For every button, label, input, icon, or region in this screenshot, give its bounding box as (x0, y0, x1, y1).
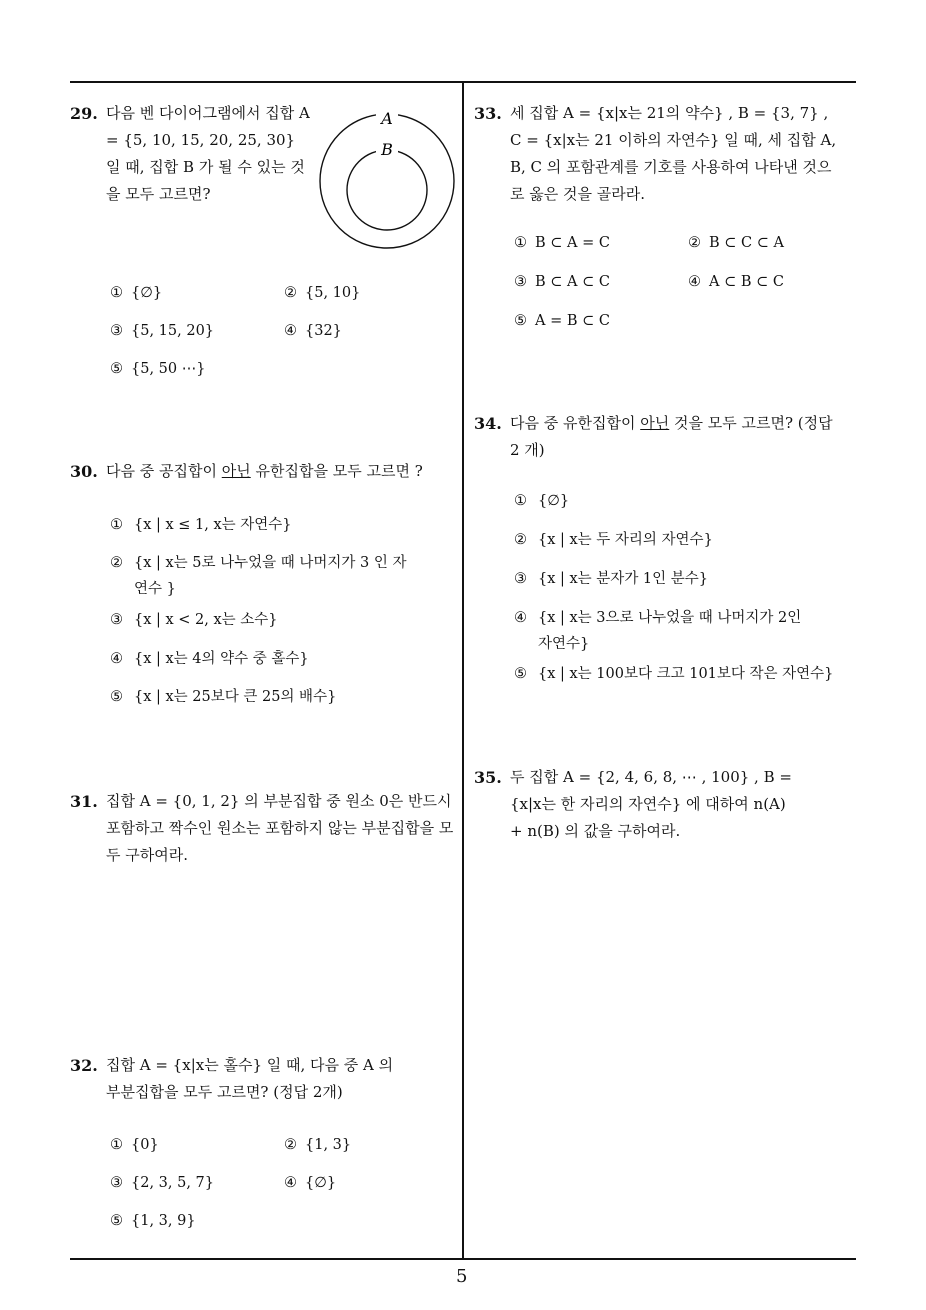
option-5[interactable]: ⑤ {5, 50 ⋯} (110, 361, 206, 377)
option-1[interactable]: ① {x | x ≤ 1, x는 자연수} (110, 517, 292, 533)
question-number: 31. (70, 792, 98, 811)
option-5[interactable]: ⑤ {x | x는 25보다 큰 25의 배수} (110, 689, 337, 705)
question-29 (70, 100, 310, 208)
option-2[interactable]: ② {5, 10} (284, 285, 361, 301)
venn-label-b: B (381, 140, 393, 159)
venn-diagram (318, 102, 458, 250)
option-2[interactable]: ② {x | x는 두 자리의 자연수} (514, 532, 713, 548)
option-2[interactable]: ② B ⊂ C ⊂ A (688, 235, 784, 251)
option-4[interactable]: ④ {32} (284, 323, 342, 339)
bottom-rule (70, 1258, 856, 1260)
question-number: 30. (70, 462, 98, 481)
option-1[interactable]: ① {∅} (110, 285, 163, 301)
question-number: 32. (70, 1056, 98, 1075)
question-text: 다음 벤 다이어그램에서 집합 A = {5, 10, 15, 20, 25, 30} 일 때, 집합 B 가 될 수 있는 것을 모두 고르면? (106, 104, 310, 203)
question-text: 다음 중 유한집합이 아닌 것을 모두 고르면? (정답 2 개) (510, 414, 833, 459)
option-4[interactable]: ④ {x | x는 4의 약수 중 홀수} (110, 651, 309, 667)
question-text: 다음 중 공집합이 아닌 유한집합을 모두 고르면 ? (106, 462, 423, 480)
question-32 (70, 1052, 410, 1106)
question-33 (474, 100, 844, 208)
question-number: 35. (474, 768, 502, 787)
option-5[interactable]: ⑤ {x | x는 100보다 크고 101보다 작은 자연수} (514, 666, 834, 682)
option-1[interactable]: ① {∅} (514, 493, 570, 509)
question-text: 두 집합 A = {2, 4, 6, 8, ⋯ , 100} , B = {x|x는 한 자리의 자연수} 에 대하여 n(A) + n(B) 의 값을 구하여라. (510, 768, 792, 840)
venn-set-b-circle (347, 150, 427, 230)
question-35 (474, 764, 794, 845)
option-1[interactable]: ① B ⊂ A = C (514, 235, 610, 251)
option-5[interactable]: ⑤ A = B ⊂ C (514, 313, 610, 329)
option-4[interactable]: ④ {∅} (284, 1175, 337, 1191)
question-number: 29. (70, 104, 98, 123)
option-3[interactable]: ③ {5, 15, 20} (110, 323, 215, 339)
option-2[interactable]: ② {1, 3} (284, 1137, 352, 1153)
option-3[interactable]: ③ {x | x는 분자가 1인 분수} (514, 571, 709, 587)
venn-label-a: A (381, 109, 393, 128)
question-31 (70, 788, 455, 869)
option-5[interactable]: ⑤ {1, 3, 9} (110, 1213, 196, 1229)
option-4[interactable]: ④ {x | x는 3으로 나누었을 때 나머지가 2인 자연수} (514, 610, 802, 652)
page-number: 5 (456, 1266, 468, 1287)
option-1[interactable]: ① {0} (110, 1137, 159, 1153)
question-text: 집합 A = {x|x는 홀수} 일 때, 다음 중 A 의 부분집합을 모두 고르면? (정답 2개) (106, 1056, 394, 1101)
option-3[interactable]: ③ {x | x < 2, x는 소수} (110, 612, 278, 628)
underlined-word: 아닌 (221, 462, 251, 480)
question-30 (70, 458, 455, 485)
column-divider (462, 82, 464, 1260)
option-2[interactable]: ② {x | x는 5로 나누었을 때 나머지가 3 인 자연수 } (110, 555, 407, 597)
left-column (70, 0, 455, 1258)
question-number: 33. (474, 104, 502, 123)
option-3[interactable]: ③ {2, 3, 5, 7} (110, 1175, 215, 1191)
option-3[interactable]: ③ B ⊂ A ⊂ C (514, 274, 610, 290)
right-column (474, 0, 854, 1258)
question-text: 집합 A = {0, 1, 2} 의 부분집합 중 원소 0은 반드시 포함하고 짝수인 원소는 포함하지 않는 부분집합을 모두 구하여라. (106, 792, 454, 864)
question-number: 34. (474, 414, 502, 433)
question-text: 세 집합 A = {x|x는 21의 약수} , B = {3, 7} , C = {x|x는 21 이하의 자연수} 일 때, 세 집합 A, B, C 의 포함관계를 기호를 사용하여 나타낸 것으로 옳은 것을 골라라. (510, 104, 837, 203)
venn-set-a-circle (320, 114, 454, 248)
option-4[interactable]: ④ A ⊂ B ⊂ C (688, 274, 784, 290)
question-34 (474, 410, 844, 464)
underlined-word: 아닌 (640, 414, 670, 432)
